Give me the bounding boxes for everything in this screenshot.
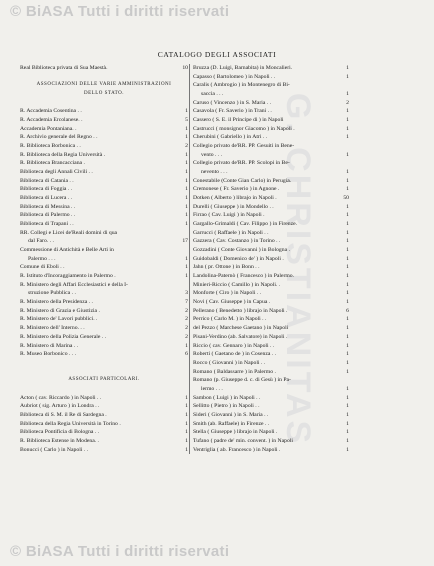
catalog-entry xyxy=(193,315,349,324)
entry-name: Sideri ( Giovanni ) in S. Maria . . xyxy=(193,411,269,418)
catalog-entry xyxy=(193,281,349,290)
entry-count: 1 xyxy=(346,394,349,401)
entry-count: 1 xyxy=(346,385,349,392)
entry-name: Landolina-Paternò ( Francesco ) in Palermo. xyxy=(193,273,295,280)
catalog-entry xyxy=(193,420,349,429)
entry-name: saccia . . . xyxy=(201,91,224,98)
entry-name: vento . . . xyxy=(201,151,223,158)
catalog-entry xyxy=(193,394,349,403)
entry-count: 1 xyxy=(346,221,349,228)
catalog-entry xyxy=(193,333,349,342)
entry-count: 1 xyxy=(185,255,188,262)
catalog-entry xyxy=(20,194,188,203)
entry-name: Collegio privato de'RR. PP. Gesuiti in Bene- xyxy=(193,143,295,150)
entry-name: Collegio privato de'RR. PP. Scolopi in Be- xyxy=(193,160,290,167)
entry-count: 1 xyxy=(346,186,349,193)
entry-count: 1 xyxy=(185,420,188,427)
spacer xyxy=(20,99,188,108)
catalog-entry xyxy=(20,420,188,429)
entry-count: 2 xyxy=(185,325,188,332)
catalog-entry xyxy=(193,437,349,446)
entry-count: 1 xyxy=(185,134,188,141)
catalog-entry xyxy=(193,220,349,229)
entry-name: Stella ( Giuseppe ) librajo in Napoli . xyxy=(193,429,278,436)
entry-name: Aubriot ( sig. Arturo ) in Londra . . xyxy=(20,403,100,410)
catalog-entry xyxy=(20,133,188,142)
entry-count: 1 xyxy=(346,273,349,280)
catalog-entry xyxy=(193,385,349,394)
entry-count: 6 xyxy=(346,307,349,314)
entry-name: Dotken ( Alberto ) librajo in Napoli . xyxy=(193,195,277,202)
catalog-entry xyxy=(20,159,188,168)
entry-name: RR. Collegi e Licei de'Reali domini di qua xyxy=(20,229,118,236)
entry-name: Pisani-Verdino (ab. Salvatore) in Napoli . xyxy=(193,333,288,340)
catalog-entry xyxy=(193,107,349,116)
spacer xyxy=(20,73,188,82)
catalog-entry xyxy=(193,359,349,368)
catalog-entry xyxy=(20,342,188,351)
entry-count: 10 xyxy=(182,65,188,71)
entry-name: Sellitto ( Pietro ) in Napoli . . xyxy=(193,403,260,410)
entry-count: 1 xyxy=(346,65,349,71)
entry-count: 5 xyxy=(185,117,188,124)
catalog-entry xyxy=(193,177,349,186)
entry-name: Biblioteca di Foggia . . xyxy=(20,186,73,193)
catalog-entry xyxy=(193,428,349,437)
spacer xyxy=(20,359,188,368)
entry-count: 1 xyxy=(346,229,349,236)
entry-name: Biblioteca di Messina . . xyxy=(20,203,76,210)
entry-count: 1 xyxy=(185,212,188,219)
entry-count: 2 xyxy=(185,316,188,323)
catalog-entry xyxy=(193,350,349,359)
catalog-entry xyxy=(193,185,349,194)
catalog-entry xyxy=(193,116,349,125)
catalog-entry xyxy=(193,229,349,238)
catalog-entry xyxy=(20,220,188,229)
entry-count: 1 xyxy=(185,169,188,176)
entry-count: 1 xyxy=(346,359,349,366)
entry-name: R. Ministero della Polizia Generale . . xyxy=(20,333,107,340)
catalog-entry xyxy=(20,446,188,455)
entry-name: R. Ministero di Marina . . xyxy=(20,342,79,349)
entry-name: R. Archivio generale del Regno . . xyxy=(20,134,98,141)
catalog-entry xyxy=(193,64,349,73)
entry-name: lermo . . . xyxy=(201,385,223,392)
entry-name: Roberti ( Gaetano de ) in Cosenza . . xyxy=(193,351,277,358)
entry-count: 1 xyxy=(346,446,349,453)
catalog-entry xyxy=(20,185,188,194)
catalog-entry xyxy=(20,298,188,307)
entry-name: R. Museo Borbonico . . . xyxy=(20,351,77,358)
catalog-entry xyxy=(193,307,349,316)
entry-count: 1 xyxy=(185,221,188,228)
entry-count: 1 xyxy=(185,186,188,193)
entry-count: 2 xyxy=(185,307,188,314)
catalog-entry xyxy=(20,125,188,134)
catalog-entry xyxy=(20,437,188,446)
catalog-entry xyxy=(193,151,349,160)
catalog-entry xyxy=(193,298,349,307)
catalog-entry xyxy=(193,237,349,246)
catalog-entry xyxy=(193,324,349,333)
catalog-entry xyxy=(193,402,349,411)
entry-name: Smith (ab. Raffaele) in Firenze . . xyxy=(193,420,270,427)
entry-name: Perrico ( Carlo M. ) in Napoli . . xyxy=(193,316,267,323)
entry-name: Biblioteca Pontificia di Bologna . . xyxy=(20,429,100,436)
entry-count: 1 xyxy=(346,151,349,158)
entry-name: Biblioteca di S. M. il Re di Sardegna . xyxy=(20,411,107,418)
entry-name: R. Ministero degli Affari Ecclesiastici e della I- xyxy=(20,281,128,288)
spacer xyxy=(20,385,188,394)
entry-name: Garrucci ( Raffaele ) in Napoli . . xyxy=(193,229,269,236)
entry-name: Conestabile (Conte Gian Carlo) in Perugia. xyxy=(193,177,292,184)
entry-count: 1 xyxy=(346,203,349,210)
entry-count: 1 xyxy=(346,429,349,436)
entry-count: 1 xyxy=(185,273,188,280)
catalog-entry xyxy=(193,142,349,151)
entry-count: 7 xyxy=(185,299,188,306)
entry-name: Bonucci ( Carlo ) in Napoli . . xyxy=(20,446,89,453)
entry-name: Biblioteca di Palermo . . xyxy=(20,212,76,219)
column-divider xyxy=(189,64,190,454)
entry-name: Sambon ( Luigi ) in Napoli . . xyxy=(193,394,261,401)
entry-name: Real Biblioteca privata di Sua Maestà. xyxy=(20,65,108,71)
entry-name: Rocco ( Giovanni ) in Napoli . . xyxy=(193,359,266,366)
entry-count: 1 xyxy=(185,264,188,271)
catalog-entry xyxy=(20,203,188,212)
entry-name: Riccio ( cav. Gennaro ) in Napoli . . xyxy=(193,342,275,349)
catalog-entry xyxy=(20,350,188,359)
catalog-entry xyxy=(193,203,349,212)
catalog-entry xyxy=(193,368,349,377)
catalog-entry xyxy=(20,177,188,186)
entry-count: 1 xyxy=(185,125,188,132)
entry-count: 3 xyxy=(185,290,188,297)
catalog-entry xyxy=(20,289,188,298)
section-heading: ASSOCIATI PARTICOLARI. xyxy=(68,377,140,383)
entry-name: Caruso ( Vincenzo ) in S. Maria . . xyxy=(193,99,272,106)
catalog-entry xyxy=(20,315,188,324)
entry-count: 1 xyxy=(346,117,349,124)
entry-count: 1 xyxy=(185,394,188,401)
entry-name: Romano ( Baldassarre ) in Palermo . xyxy=(193,368,276,375)
entry-name: R. Biblioteca Estense in Modena. . xyxy=(20,437,99,444)
catalog-entry xyxy=(193,246,349,255)
entry-name: Ventriglia ( ab. Francesco ) in Napoli . xyxy=(193,446,281,453)
entry-name: R. Accademia Cosentina . . xyxy=(20,108,82,115)
entry-count: 2 xyxy=(185,143,188,150)
catalog-entry xyxy=(20,402,188,411)
catalog-entry xyxy=(193,289,349,298)
entry-name: R. Ministero de' Lavori pubblici. . xyxy=(20,316,98,323)
entry-count: 17 xyxy=(182,238,188,245)
right-column xyxy=(193,64,349,454)
entry-name: Guidobaldi ( Domenico de' ) in Napoli . xyxy=(193,255,284,262)
catalog-entry xyxy=(193,99,349,108)
entry-name: Biblioteca di Catania . . xyxy=(20,177,74,184)
entry-count: 1 xyxy=(185,403,188,410)
entry-count: 1 xyxy=(346,351,349,358)
entry-name: Bruzza (D. Luigi, Barnabita) in Moncalieri. xyxy=(193,65,293,71)
catalog-entry xyxy=(20,116,188,125)
entry-count: 1 xyxy=(346,420,349,427)
catalog-entry xyxy=(193,272,349,281)
entry-name: del Pezzo ( Marchese Gaetano ) in Napoli xyxy=(193,325,289,332)
entry-name: Comune di Eboli . . xyxy=(20,264,65,271)
catalog-entry xyxy=(193,263,349,272)
section-heading: ASSOCIAZIONI DELLE VARIE AMMINISTRAZIONI xyxy=(36,82,172,88)
catalog-entry xyxy=(20,411,188,420)
entry-name: Casavola ( Fr. Saverio ) in Trani . . xyxy=(193,108,272,115)
entry-name: struzione Pubblica . . xyxy=(28,290,76,297)
entry-count: 1 xyxy=(346,316,349,323)
entry-count: 1 xyxy=(185,429,188,436)
entry-count: 1 xyxy=(346,437,349,444)
catalog-entry xyxy=(20,64,188,73)
catalog-entry xyxy=(193,125,349,134)
entry-count: 2 xyxy=(185,333,188,340)
entry-count: 1 xyxy=(185,160,188,167)
catalog-entry xyxy=(193,446,349,455)
entry-count: 1 xyxy=(346,247,349,254)
entry-count: 1 xyxy=(346,125,349,132)
entry-name: R. Biblioteca della Regia Università . xyxy=(20,151,106,158)
entry-count: 1 xyxy=(346,177,349,184)
catalog-entry xyxy=(20,168,188,177)
entry-name: Biblioteca degli Annali Civili . . xyxy=(20,169,93,176)
catalog-entry xyxy=(20,237,188,246)
catalog-entry xyxy=(193,376,349,385)
entry-count: 1 xyxy=(185,177,188,184)
entry-name: Commessione di Antichità e Belle Arti in xyxy=(20,247,114,254)
entry-count: 1 xyxy=(185,108,188,115)
entry-count: 1 xyxy=(346,325,349,332)
entry-name: R. Istituto d'Incoraggiamento in Palermo . xyxy=(20,273,116,280)
entry-name: Biblioteca della Regia Università in Torino . xyxy=(20,420,121,427)
left-column xyxy=(20,64,188,454)
catalog-entry xyxy=(20,107,188,116)
entry-name: Biblioteca di Trapani . . xyxy=(20,221,74,228)
entry-count: 1 xyxy=(346,264,349,271)
catalog-entry xyxy=(20,281,188,290)
catalog-entry xyxy=(193,73,349,82)
watermark-side: G. CHRISTIANITAS xyxy=(278,92,317,447)
catalog-entry xyxy=(193,159,349,168)
page-title: CATALOGO DEGLI ASSOCIATI xyxy=(157,50,277,59)
catalog-entry xyxy=(193,211,349,220)
entry-count: 1 xyxy=(346,281,349,288)
entry-name: Acton ( cav. Riccardo ) in Napoli . . xyxy=(20,394,102,401)
entry-count: 1 xyxy=(346,73,349,80)
catalog-entry xyxy=(20,263,188,272)
entry-name: Jahn ( pr. Ottone ) in Bonn . . xyxy=(193,264,260,271)
catalog-entry xyxy=(20,229,188,238)
catalog-entry xyxy=(193,90,349,99)
entry-name: Cremonese ( Fr. Saverio ) in Agnone . xyxy=(193,186,280,193)
entry-count: 1 xyxy=(346,342,349,349)
catalog-entry xyxy=(193,81,349,90)
entry-name: Capasso ( Bartolomeo ) in Napoli . . xyxy=(193,73,276,80)
entry-count: 1 xyxy=(185,151,188,158)
entry-count: 1 xyxy=(346,411,349,418)
catalog-entry xyxy=(20,246,188,255)
entry-name: R. Biblioteca Borbonica . . xyxy=(20,143,81,150)
entry-name: R. Biblioteca Brancacciana . xyxy=(20,160,85,167)
catalog-entry xyxy=(193,133,349,142)
catalog-entry xyxy=(193,255,349,264)
entry-count: 1 xyxy=(185,437,188,444)
entry-count: 1 xyxy=(346,91,349,98)
entry-count: 1 xyxy=(346,238,349,245)
catalog-entry xyxy=(20,151,188,160)
catalog-entry xyxy=(20,307,188,316)
catalog-entry xyxy=(20,142,188,151)
entry-count: 1 xyxy=(346,169,349,176)
entry-count: 1 xyxy=(185,195,188,202)
entry-count: 1 xyxy=(185,411,188,418)
catalog-entry xyxy=(193,194,349,203)
entry-count: 1 xyxy=(346,299,349,306)
entry-name: Palermo . . . xyxy=(28,255,56,262)
entry-count: 1 xyxy=(346,255,349,262)
entry-name: dal Faro. . . xyxy=(28,238,54,245)
entry-name: Durelli ( Giuseppe ) in Mondello . . xyxy=(193,203,274,210)
entry-name: R. Accademia Ercolanese. . xyxy=(20,117,83,124)
entry-name: R. Ministero di Grazia e Giustizia . xyxy=(20,307,100,314)
entry-name: Cassero ( S. E. il Principe di ) in Napoli xyxy=(193,117,284,124)
entry-count: 1 xyxy=(346,368,349,375)
entry-name: Biblioteca di Lucera . . xyxy=(20,195,73,202)
watermark-top: © BiASA Tutti i diritti riservati xyxy=(10,3,230,20)
entry-name: Minieri-Riccio ( Camillo ) in Napoli. . xyxy=(193,281,281,288)
entry-count: 50 xyxy=(343,195,349,202)
entry-name: Accademia Pontaniana. . xyxy=(20,125,77,132)
entry-name: Monforte ( Ciro ) in Napoli . . xyxy=(193,290,262,297)
entry-count: 1 xyxy=(185,446,188,453)
entry-name: R. Ministero dell' Interno. . . xyxy=(20,325,85,332)
entry-count: 2 xyxy=(346,99,349,106)
entry-name: nevento . . . xyxy=(201,169,228,176)
watermark-bottom: © BiASA Tutti i diritti riservati xyxy=(10,543,230,560)
catalog-entry xyxy=(20,394,188,403)
entry-count: 1 xyxy=(346,290,349,297)
catalog-entry xyxy=(20,333,188,342)
entry-name: R. Ministero della Presidenza . . xyxy=(20,299,93,306)
entry-count: 1 xyxy=(346,212,349,219)
catalog-entry xyxy=(193,342,349,351)
entry-name: Cherubini ( Gabriello ) in Atri . . xyxy=(193,134,268,141)
catalog-entry xyxy=(20,272,188,281)
catalog-entry xyxy=(20,324,188,333)
entry-count: 1 xyxy=(185,342,188,349)
catalog-entry xyxy=(20,255,188,264)
catalog-entry xyxy=(20,428,188,437)
spacer xyxy=(20,368,188,377)
entry-name: Firrao ( Cav. Luigi ) in Napoli . xyxy=(193,212,265,219)
entry-count: 6 xyxy=(185,351,188,358)
entry-name: Romano (p. Giuseppe d. c. di Gesù ) in Pa- xyxy=(193,377,291,384)
catalog-entry xyxy=(193,168,349,177)
catalog-entry xyxy=(20,211,188,220)
entry-name: Gargallo-Grimaldi ( Cav. Filippo ) in Firenze. xyxy=(193,221,298,228)
entry-count: 1 xyxy=(185,203,188,210)
catalog-entry xyxy=(193,411,349,420)
entry-count: 1 xyxy=(346,108,349,115)
section-heading: DELLO STATO. xyxy=(84,91,124,97)
entry-name: Pellerano ( Benedetto ) librajo in Napoli . xyxy=(193,307,288,314)
entry-count: 1 xyxy=(346,403,349,410)
entry-name: Gazzera ( Cav. Costanzo ) in Torino . . xyxy=(193,238,281,245)
entry-name: Castrucci ( monsignor Giacomo ) in Napoli . xyxy=(193,125,295,132)
entry-name: Novi ( Cav. Giuseppe ) in Capua . xyxy=(193,299,271,306)
entry-name: Tufano ( padre de' min. convent. ) in Napoli xyxy=(193,437,294,444)
entry-count: 1 xyxy=(346,333,349,340)
entry-name: Caralis ( Ambrogio ) in Montenegro di Bi- xyxy=(193,82,290,89)
entry-count: 1 xyxy=(346,134,349,141)
entry-name: Gozzadini ( Conte Giovanni ) in Bologna . xyxy=(193,247,290,254)
